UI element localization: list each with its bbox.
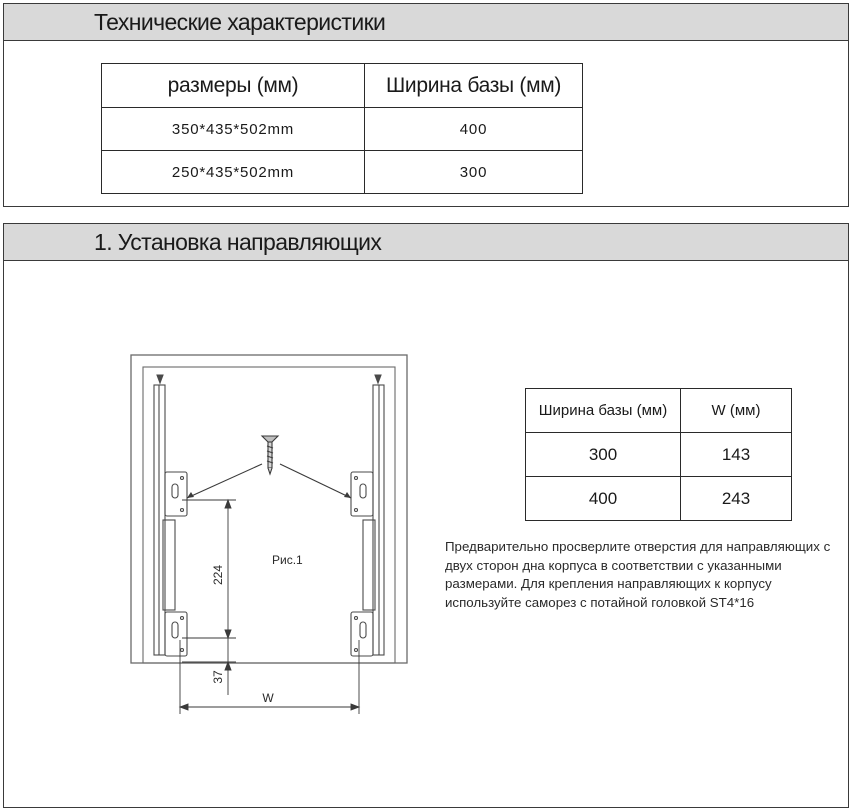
tech-specs-title: Технические характеристики (94, 9, 386, 35)
table-row (526, 477, 792, 521)
left-rail (154, 375, 187, 656)
table-header-row (526, 389, 792, 433)
w-values-table (525, 388, 792, 521)
dimension-224 (182, 500, 236, 638)
table-cell: 250*435*502mm (102, 151, 365, 194)
dimension-37 (182, 638, 236, 695)
table-cell: 143 (681, 433, 792, 477)
column-header-dimensions: размеры (мм) (102, 64, 365, 108)
screw-icon (262, 436, 278, 474)
table-cell: 300 (526, 433, 681, 477)
column-header-base-width: Ширина базы (мм) (526, 389, 681, 433)
install-title: 1. Установка направляющих (94, 229, 382, 255)
leader-line-left (187, 464, 262, 498)
dimension-37-label: 37 (211, 670, 225, 684)
dimension-w-label: W (262, 691, 274, 705)
table-cell: 400 (365, 108, 583, 151)
table-cell: 400 (526, 477, 681, 521)
figure-caption: Рис.1 (272, 553, 303, 567)
table-row (526, 433, 792, 477)
installation-instructions: Предварительно просверлите отверстия для направляющих с двух сторон дна корпуса в соответствии с указанными размерами. Для крепления направляющих к корпусу используйте саморез с потайной головкой ST4*16 (445, 539, 831, 610)
table-cell: 243 (681, 477, 792, 521)
dimension-224-label: 224 (211, 564, 225, 586)
leader-line-right (280, 464, 351, 498)
table-cell: 300 (365, 151, 583, 194)
column-header-base-width: Ширина базы (мм) (365, 64, 583, 108)
column-header-w: W (мм) (681, 389, 792, 433)
table-cell: 350*435*502mm (102, 108, 365, 151)
cabinet-outer-outline (131, 355, 407, 663)
right-rail (351, 375, 384, 656)
